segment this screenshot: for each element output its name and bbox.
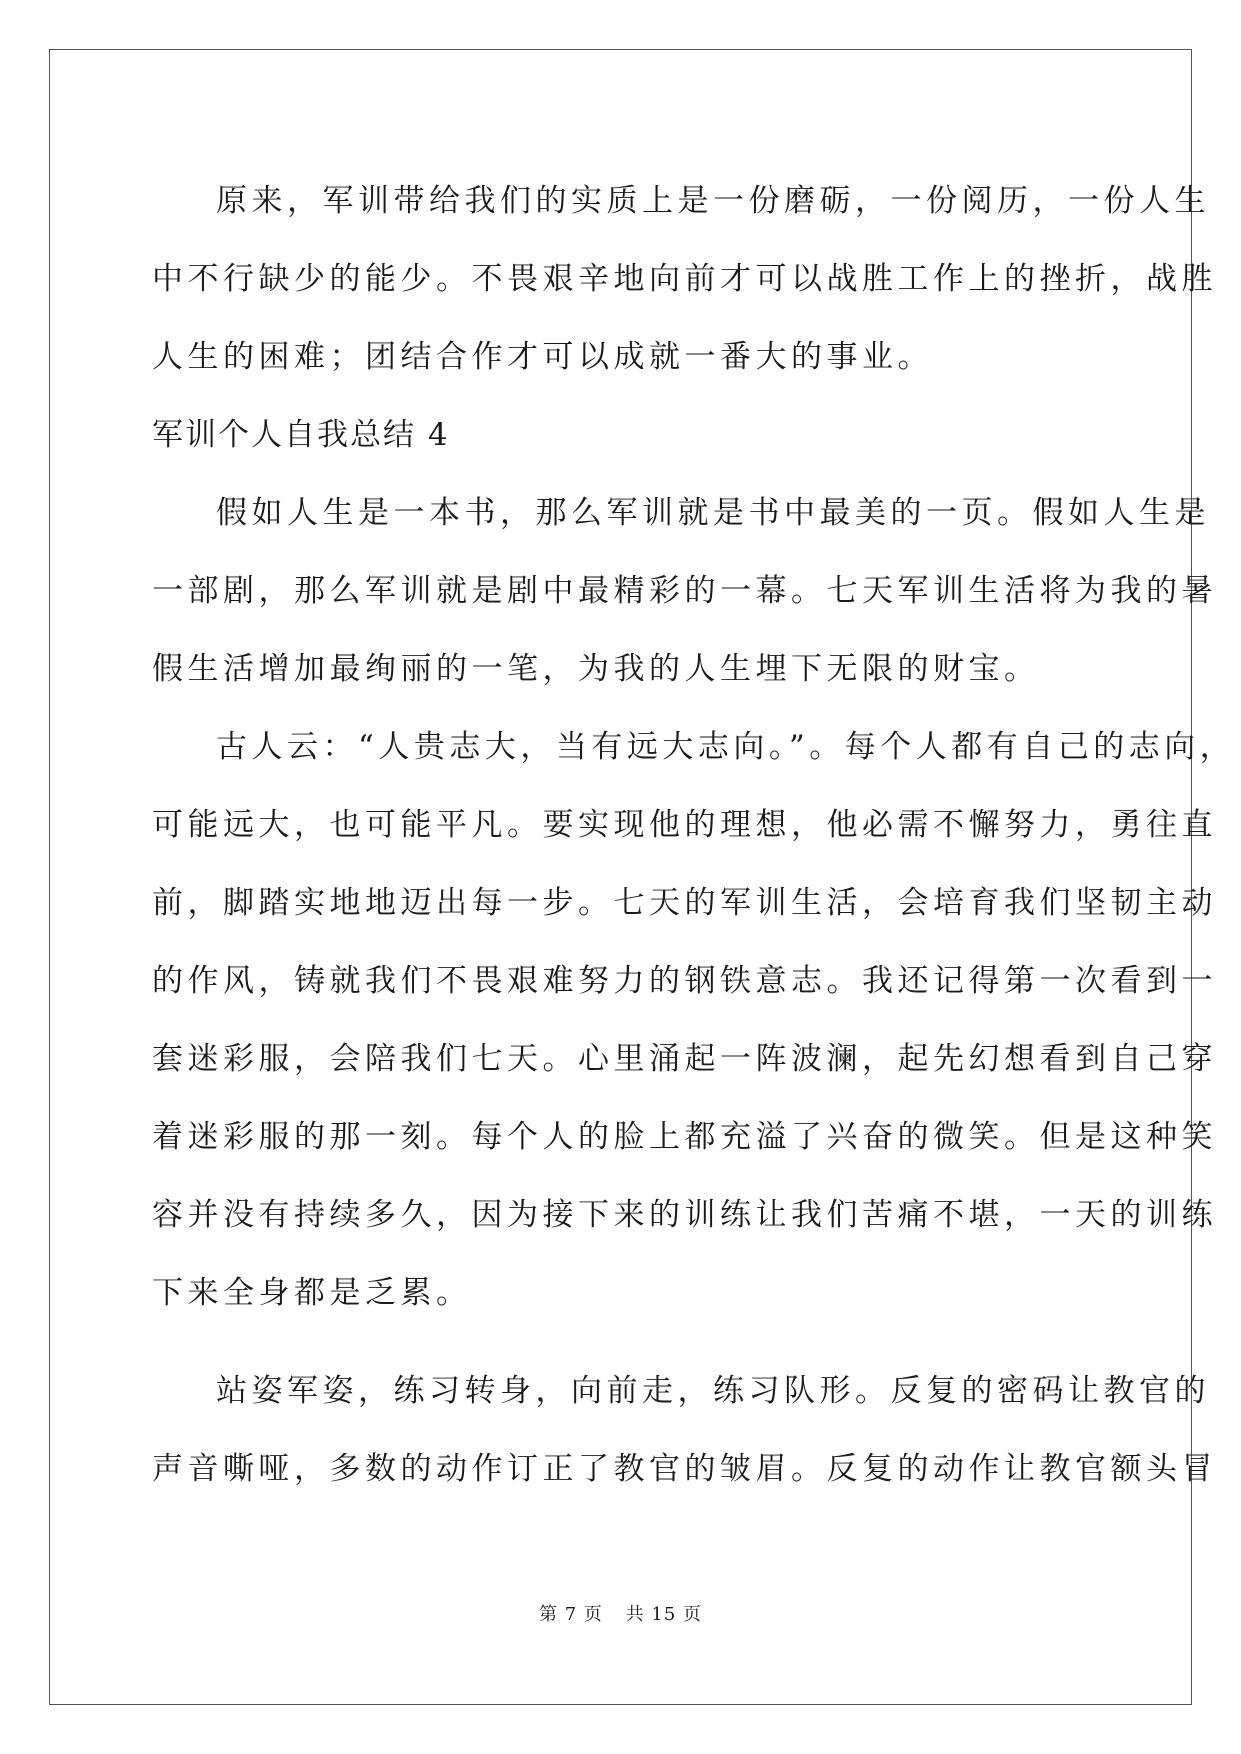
text-line: 中不行缺少的能少。不畏艰辛地向前才可以战胜工作上的挫折，战胜 xyxy=(152,261,1217,297)
text-line: 前，脚踏实地地迈出每一步。七天的军训生活，会培育我们坚韧主动 xyxy=(152,885,1217,921)
page-footer xyxy=(0,1600,1241,1626)
text-line: 人生的困难；团结合作才可以成就一番大的事业。 xyxy=(152,339,933,375)
document-body xyxy=(152,162,1236,1508)
page-number: 第 7 页 xyxy=(539,1604,603,1625)
page-total: 共 15 页 xyxy=(625,1604,702,1625)
paragraph-spacer xyxy=(152,1332,1087,1352)
text-line: 假生活增加最绚丽的一笔，为我的人生埋下无限的财宝。 xyxy=(152,651,1040,687)
text-line: 假如人生是一本书，那么军训就是书中最美的一页。假如人生是 xyxy=(216,495,1210,531)
text-line: 声音嘶哑，多数的动作订正了教官的皱眉。反复的动作让教官额头冒 xyxy=(152,1451,1217,1487)
section-heading: 军训个人自我总结 4 xyxy=(152,417,450,453)
text-line: 下来全身都是乏累。 xyxy=(152,1275,472,1311)
text-line: 着迷彩服的那一刻。每个人的脸上都充溢了兴奋的微笑。但是这种笑 xyxy=(152,1119,1217,1155)
text-line: 容并没有持续多久，因为接下来的训练让我们苦痛不堪，一天的训练 xyxy=(152,1197,1217,1233)
text-line: 站姿军姿，练习转身，向前走，练习队形。反复的密码让教官的 xyxy=(216,1373,1210,1409)
text-line: 可能远大，也可能平凡。要实现他的理想，他必需不懈努力，勇往直 xyxy=(152,807,1217,843)
text-line: 一部剧，那么军训就是剧中最精彩的一幕。七天军训生活将为我的暑 xyxy=(152,573,1217,609)
text-line: 古人云：“人贵志大，当有远大志向。”。每个人都有自己的志向， xyxy=(216,729,1236,765)
text-line: 套迷彩服，会陪我们七天。心里涌起一阵波澜，起先幻想看到自己穿 xyxy=(152,1041,1217,1077)
text-line: 的作风，铸就我们不畏艰难努力的钢铁意志。我还记得第一次看到一 xyxy=(152,963,1217,999)
text-line: 原来，军训带给我们的实质上是一份磨砺，一份阅历，一份人生 xyxy=(216,183,1210,219)
